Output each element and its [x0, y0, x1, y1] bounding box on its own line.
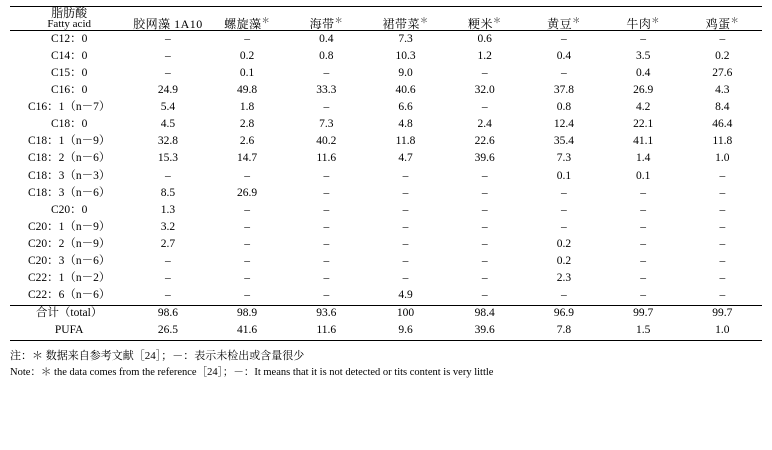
cell-value: –	[323, 169, 330, 182]
table-row	[10, 134, 762, 151]
cell-value: 2.8	[239, 118, 255, 131]
header-col-6	[524, 7, 603, 31]
table-row	[10, 65, 762, 82]
cell-value: –	[165, 32, 171, 45]
cell-value: 49.8	[237, 84, 258, 97]
row-label: 合计（total）	[35, 307, 103, 320]
cell-value: 0.1	[556, 169, 572, 182]
row-label: C18：3（n－6）	[27, 186, 111, 199]
table-row	[10, 185, 762, 202]
cell-value: –	[402, 203, 409, 216]
cell-value: –	[640, 272, 646, 285]
cell-value: –	[323, 101, 330, 114]
cell-value: 26.5	[157, 324, 178, 337]
cell-value: 2.7	[160, 237, 176, 250]
cell-value: –	[640, 32, 646, 45]
row-label: C14：0	[50, 49, 88, 62]
cell-value: –	[719, 289, 726, 302]
cell-value: 35.4	[553, 135, 574, 148]
cell-value: –	[402, 237, 409, 250]
row-label: C16：0	[50, 84, 88, 97]
cell-value: –	[640, 237, 646, 250]
cell-value: –	[165, 169, 171, 182]
cell-value: 0.4	[556, 49, 572, 62]
cell-value: –	[244, 169, 250, 182]
cell-value: 1.8	[239, 101, 255, 114]
note-en: Note：＊ the data comes from the reference［24］；－：It means that it is not detected or tits content is very little	[10, 366, 494, 378]
note-zh: 注：＊ 数据来自参考文献［24］；－：表示未检出或含量很少	[10, 349, 305, 362]
header-fatty-acid	[10, 7, 128, 31]
cell-value: –	[640, 203, 646, 216]
cell-value: 0.2	[556, 255, 572, 268]
cell-value: 3.5	[635, 49, 651, 62]
table-row	[10, 305, 762, 323]
cell-value: 0.8	[556, 101, 572, 114]
cell-value: 32.8	[157, 135, 178, 148]
cell-value: –	[719, 203, 726, 216]
cell-value: 7.8	[556, 324, 572, 337]
header-col-7	[604, 7, 683, 31]
cell-value: –	[402, 169, 409, 182]
cell-value: 0.2	[239, 49, 255, 62]
cell-value: 1.0	[715, 152, 730, 165]
row-label: C22：1（n－2）	[27, 272, 111, 285]
header-col-1	[128, 7, 207, 31]
header-col-8-label: 鸡蛋＊	[705, 16, 740, 31]
header-col-3	[287, 7, 366, 31]
cell-value: –	[719, 220, 726, 233]
cell-value: 8.4	[715, 101, 730, 114]
cell-value: –	[244, 255, 250, 268]
cell-value: 26.9	[633, 84, 654, 97]
cell-value: 98.4	[474, 307, 495, 320]
header-col-1-label: 胶网藻 1A10	[133, 17, 203, 31]
table-row	[10, 168, 762, 185]
cell-value: 96.9	[553, 307, 574, 320]
cell-value: –	[165, 272, 171, 285]
header-col-3-label: 海带＊	[309, 16, 344, 31]
cell-value: –	[481, 255, 488, 268]
cell-value: 4.7	[398, 152, 413, 165]
cell-value: 8.5	[160, 186, 176, 199]
cell-value: 0.4	[635, 66, 651, 79]
cell-value: –	[165, 289, 171, 302]
cell-value: –	[640, 186, 646, 199]
row-label: PUFA	[54, 324, 84, 337]
table-row	[10, 99, 762, 116]
cell-value: 11.8	[712, 135, 733, 148]
table-row	[10, 48, 762, 65]
table-row	[10, 236, 762, 253]
cell-value: 7.3	[398, 32, 413, 45]
row-label: C18：2（n－6）	[27, 152, 111, 165]
header-fatty-acid-en: Fatty acid	[47, 18, 91, 30]
cell-value: 7.3	[556, 152, 572, 165]
cell-value: 99.7	[712, 307, 733, 320]
header-fatty-acid-cn: 脂肪酸	[51, 6, 88, 20]
cell-value: 41.1	[633, 135, 654, 148]
cell-value: –	[719, 272, 726, 285]
row-label: C22：6（n－6）	[27, 289, 111, 302]
cell-value: 41.6	[237, 324, 258, 337]
cell-value: –	[481, 220, 488, 233]
cell-value: –	[481, 272, 488, 285]
cell-value: 9.0	[398, 66, 413, 79]
cell-value: –	[561, 203, 567, 216]
row-label: C20：1（n－9）	[27, 220, 111, 233]
cell-value: 27.6	[712, 66, 733, 79]
cell-value: –	[323, 220, 330, 233]
cell-value: 24.9	[157, 84, 178, 97]
cell-value: –	[719, 169, 726, 182]
row-label: C18：1（n－9）	[27, 135, 111, 148]
header-col-2	[208, 7, 287, 31]
table-row	[10, 31, 762, 49]
cell-value: –	[323, 203, 330, 216]
cell-value: 1.2	[477, 49, 492, 62]
table-row	[10, 82, 762, 99]
cell-value: 5.4	[160, 101, 176, 114]
cell-value: 0.2	[556, 237, 572, 250]
cell-value: 1.0	[715, 324, 730, 337]
cell-value: –	[561, 220, 567, 233]
cell-value: 26.9	[237, 186, 258, 199]
cell-value: 98.9	[237, 307, 258, 320]
table-row	[10, 287, 762, 305]
cell-value: 1.3	[160, 203, 176, 216]
row-label: C20：2（n－9）	[27, 237, 111, 250]
cell-value: 32.0	[474, 84, 495, 97]
header-col-7-label: 牛肉＊	[626, 16, 660, 31]
cell-value: –	[640, 220, 646, 233]
cell-value: –	[481, 101, 488, 114]
cell-value: –	[719, 237, 726, 250]
cell-value: 0.2	[715, 49, 730, 62]
cell-value: –	[481, 289, 488, 302]
cell-value: 40.6	[395, 84, 416, 97]
cell-value: 22.1	[633, 118, 654, 131]
cell-value: 39.6	[474, 152, 495, 165]
cell-value: 100	[396, 307, 415, 320]
cell-value: 33.3	[316, 84, 337, 97]
cell-value: –	[323, 186, 330, 199]
fatty-acid-table	[10, 6, 762, 341]
cell-value: 0.4	[319, 32, 334, 45]
cell-value: 9.6	[398, 324, 413, 337]
cell-value: –	[323, 272, 330, 285]
table-row	[10, 253, 762, 270]
cell-value: –	[244, 220, 250, 233]
cell-value: –	[165, 66, 171, 79]
cell-value: –	[481, 186, 488, 199]
row-label: C18：0	[50, 118, 88, 131]
row-label: C12：0	[50, 32, 88, 45]
cell-value: –	[402, 220, 409, 233]
header-col-2-label: 螺旋藻＊	[224, 16, 271, 31]
cell-value: –	[244, 32, 250, 45]
cell-value: 11.6	[316, 324, 337, 337]
cell-value: 37.8	[553, 84, 574, 97]
cell-value: –	[481, 203, 488, 216]
cell-value: –	[640, 255, 646, 268]
row-label: C18：3（n－3）	[27, 169, 111, 182]
cell-value: –	[323, 255, 330, 268]
table-row	[10, 270, 762, 287]
cell-value: 4.9	[398, 289, 413, 302]
cell-value: 22.6	[474, 135, 495, 148]
cell-value: 98.6	[157, 307, 178, 320]
cell-value: 4.8	[398, 118, 413, 131]
row-label: C20：3（n－6）	[27, 255, 111, 268]
cell-value: 1.4	[635, 152, 651, 165]
row-label: C16：1（n－7）	[27, 101, 111, 114]
cell-value: –	[165, 49, 171, 62]
cell-value: 15.3	[157, 152, 178, 165]
cell-value: 39.6	[474, 324, 495, 337]
cell-value: –	[719, 255, 726, 268]
cell-value: –	[561, 32, 567, 45]
table-row	[10, 151, 762, 168]
cell-value: 93.6	[316, 307, 337, 320]
header-row	[10, 7, 762, 31]
cell-value: –	[323, 289, 330, 302]
cell-value: 2.3	[556, 272, 572, 285]
cell-value: 10.3	[395, 49, 416, 62]
cell-value: –	[481, 237, 488, 250]
row-label: C20：0	[50, 203, 88, 216]
cell-value: 99.7	[633, 307, 654, 320]
table-body	[10, 31, 762, 306]
cell-value: 12.4	[553, 118, 574, 131]
header-col-8	[683, 7, 762, 31]
table-notes	[10, 348, 762, 381]
cell-value: 0.1	[635, 169, 651, 182]
cell-value: 1.5	[635, 324, 651, 337]
cell-value: 14.7	[237, 152, 258, 165]
cell-value: –	[561, 289, 567, 302]
cell-value: 4.3	[715, 84, 730, 97]
cell-value: 0.6	[477, 32, 492, 45]
cell-value: –	[165, 255, 171, 268]
cell-value: –	[402, 255, 409, 268]
row-label: C15：0	[50, 66, 88, 79]
cell-value: 4.2	[635, 101, 651, 114]
cell-value: 7.3	[319, 118, 334, 131]
table-row	[10, 116, 762, 133]
table-header	[10, 7, 762, 31]
cell-value: –	[719, 186, 726, 199]
cell-value: –	[561, 186, 567, 199]
table-row	[10, 219, 762, 236]
cell-value: –	[719, 32, 726, 45]
cell-value: –	[640, 289, 646, 302]
cell-value: 11.8	[395, 135, 416, 148]
cell-value: –	[323, 66, 330, 79]
cell-value: 2.6	[239, 135, 255, 148]
cell-value: 3.2	[160, 220, 176, 233]
cell-value: –	[323, 237, 330, 250]
header-col-4-label: 裙带菜＊	[382, 16, 429, 31]
header-col-6-label: 黄豆＊	[547, 16, 581, 31]
header-col-5-label: 粳米＊	[467, 16, 502, 31]
header-col-4	[366, 7, 445, 31]
cell-value: 4.5	[160, 118, 176, 131]
cell-value: –	[244, 272, 250, 285]
cell-value: 40.2	[316, 135, 337, 148]
cell-value: –	[481, 66, 488, 79]
cell-value: –	[561, 66, 567, 79]
cell-value: 6.6	[398, 101, 413, 114]
cell-value: 46.4	[712, 118, 733, 131]
cell-value: –	[244, 237, 250, 250]
table-row	[10, 323, 762, 341]
cell-value: 0.8	[319, 49, 334, 62]
cell-value: –	[402, 272, 409, 285]
cell-value: 2.4	[477, 118, 492, 131]
table-row	[10, 202, 762, 219]
cell-value: –	[244, 289, 250, 302]
cell-value: –	[402, 186, 409, 199]
cell-value: –	[244, 203, 250, 216]
cell-value: 11.6	[316, 152, 337, 165]
cell-value: 0.1	[239, 66, 255, 79]
table-summary-body	[10, 305, 762, 340]
cell-value: –	[481, 169, 488, 182]
header-col-5	[445, 7, 524, 31]
